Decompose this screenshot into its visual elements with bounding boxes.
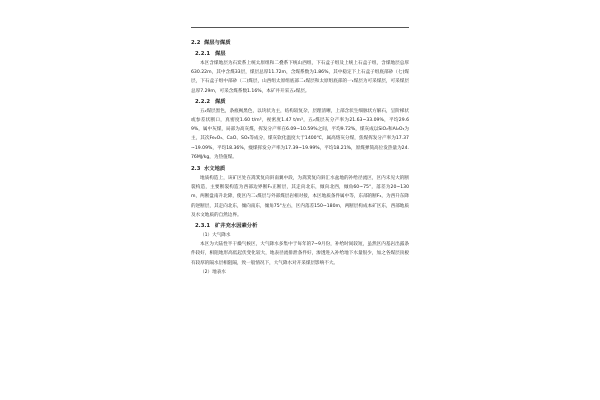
section-title: 水文地质 xyxy=(204,166,226,173)
document-page xyxy=(191,0,409,400)
paragraph-coal-quality: 五₂煤层黑色，条痕褐黑色，以块状为主，结构较复杂，层理清晰，上部含状生细脉状方解石，呈阶梯状或参差状断口，真密度1.60 t/m³，视密度1.47 t/m³，五₂煤层灰分产率为21.63~33.09%，平均29.69%，属中灰煤，局部为高灰煤，挥发分产率在6.09~10.59%之间，平均9.72%，煤灰成以SiO₂和Al₂O₃为主，其次Fe₂O₃、CaO、SO₃等成分，煤灰软化温度大于1400℃，属高熔灰分煤，焦煤挥发分产率为17.37~19.09%，平均18.36%，瘦煤挥发分产率为17.39~19.99%，平均18.21%，原煤弹筒高位发热量为24.76MJ/kg，为热值煤。 xyxy=(191,108,409,160)
subsection-title: 矿井充水因素分析 xyxy=(215,223,258,230)
header-rule xyxy=(191,27,409,28)
subsection-heading-water-inflow-factors xyxy=(191,222,409,231)
subsection-heading-coal-seams xyxy=(191,50,409,59)
subsection-heading-coal-quality xyxy=(191,98,409,107)
subsection-title: 煤层 xyxy=(215,51,226,57)
subsection-title: 煤质 xyxy=(215,98,226,105)
item-label-precipitation: （1）大气降水 xyxy=(200,233,231,239)
section-number: 2.3 xyxy=(191,166,201,173)
subsection-number: 2.2.1 xyxy=(195,51,211,57)
section-number: 2.2 xyxy=(191,40,201,46)
section-heading-hydrogeology xyxy=(191,165,409,174)
item-label-surface-water: （2）地表水 xyxy=(200,269,226,275)
paragraph-coal-seams: 本区含煤地层为石炭系上统太原组和二叠系下统山西组，下石盒子组及上统上石盒子组，含煤地层总厚630.22m，其中含煤33层，煤层总厚11.72m，含煤系数为1.86%，其中稳定下上石盒子组底部砂（七)煤层，下石盒子组中部砂（二)煤层，山西组太原组底部二₁煤层和太原组底部的一₁煤层为可采煤层，可采煤层总厚7.29m，可采含煤系数1.16%，本矿井开采五₂煤层。 xyxy=(191,61,409,94)
section-title: 煤层与煤质 xyxy=(204,40,231,46)
paragraph-precipitation: 本区为大陆性半干燥气候区，大气降水多集中于每年的7~9月份，补给时间较短，虽然区内基岩出露条件较好，相阻地形高低起伏变化较大，地表径流排泄条件好，渗透进入补给地下水量很少，加之各煤层顶板有较厚的隔水层相阻隔，致一般情况下，大气降水对开采煤层影响不大。 xyxy=(191,242,409,266)
section-heading-coal-seams-and-quality xyxy=(191,39,409,48)
subsection-number: 2.2.2 xyxy=(195,98,211,105)
paragraph-hydrogeology: 地质构造上，该矿区处在嵩箕复向斜南翼中段，为嵩箕复向斜汇水盆地的补给径流区，区内未见大的断裂构造，主要断裂构造为西部边界断F₁正断层，其走向北东，倾向北西，倾角60~75°，落差为20~130m，两断盘南升北降，使区内二₁煤层与外部煤层岩相对接，本区地质条件属中等，东部的断F₄，为西升东降的逆断层，其走向北东，倾向南东，倾角75°左右，区内落差150~180m，两断层构成本矿区东，西部地质及水文地质的自然边界。 xyxy=(191,176,409,218)
page-content xyxy=(191,36,409,277)
subsection-number: 2.3.1 xyxy=(195,223,211,230)
